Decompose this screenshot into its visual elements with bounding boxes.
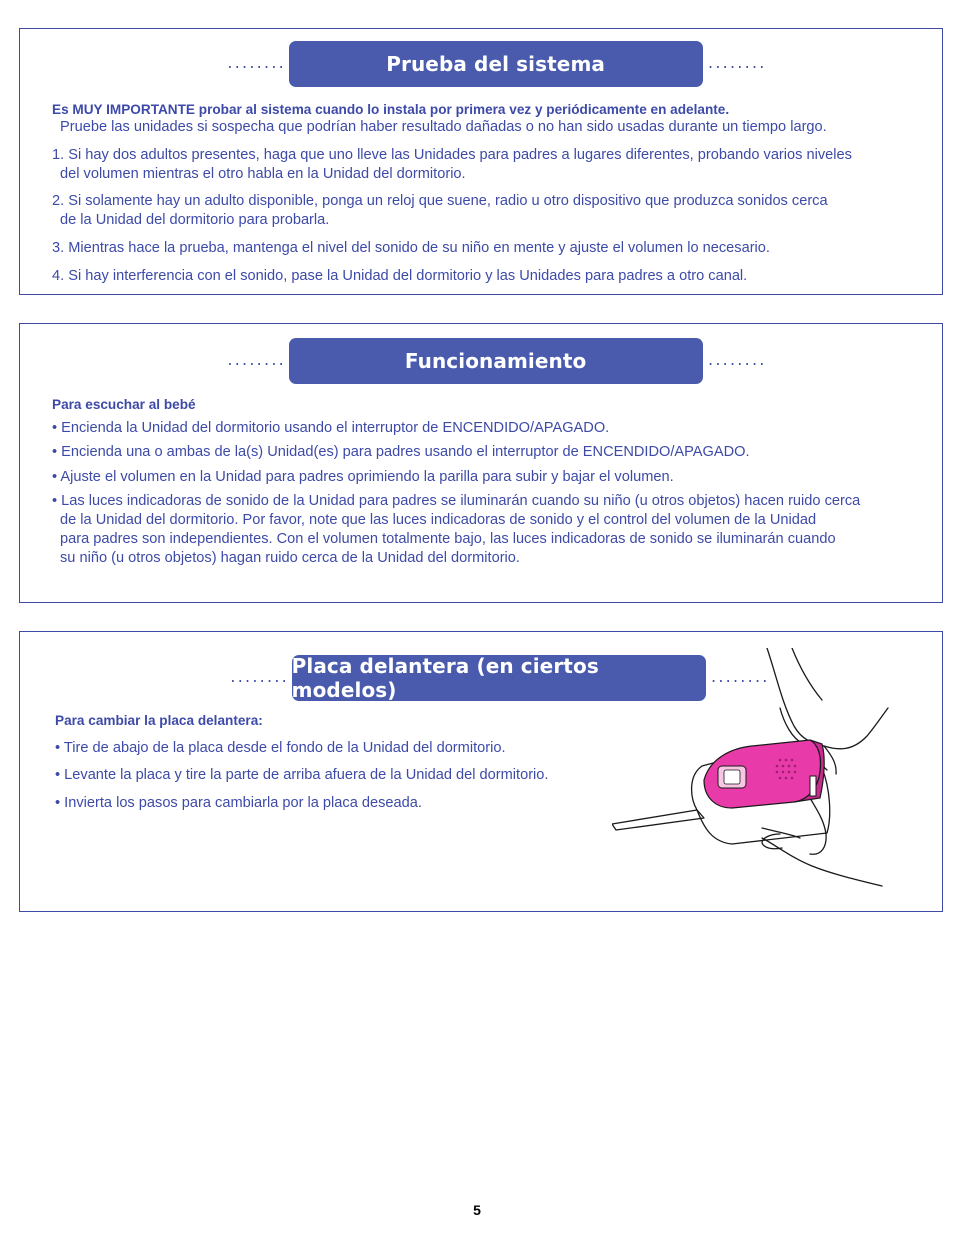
- dot-leader-left: ........: [226, 56, 285, 72]
- bullet-4-cont: de la Unidad del dormitorio. Por favor, note que las luces indicadoras de sonido y el control del volumen de la Unidad: [60, 512, 817, 528]
- section-header: [226, 338, 765, 384]
- step-2: 2. Si solamente hay un adulto disponible, ponga un reloj que suene, radio u otro dispositivo que produzca sonidos cerca: [52, 193, 828, 209]
- panel-prueba-del-sistema: [19, 28, 943, 295]
- subheading: Para cambiar la placa delantera:: [55, 713, 263, 728]
- step-3: 3. Mientras hace la prueba, mantenga el nivel del sonido de su niño en mente y ajuste el volumen lo necesario.: [52, 240, 770, 256]
- step-2-cont: de la Unidad del dormitorio para probarla.: [60, 212, 330, 228]
- lower-hand-thumb: [762, 834, 782, 849]
- section-title: Prueba del sistema: [289, 41, 703, 87]
- lower-hand-outline: [762, 838, 882, 886]
- antenna: [612, 810, 704, 830]
- dot-leader-right: ........: [706, 353, 766, 369]
- faceplate-illustration: [612, 648, 902, 888]
- page-number: 5: [473, 1202, 481, 1218]
- step-1: 1. Si hay dos adultos presentes, haga que uno lleve las Unidades para padres a lugares diferentes, probando varios niveles: [52, 147, 852, 163]
- upper-hand-wrist: [792, 648, 822, 700]
- bullet-4: • Las luces indicadoras de sonido de la Unidad para padres se iluminarán cuando su niño (u otros objetos) hacen ruido cerca: [52, 493, 861, 509]
- subheading: Para escuchar al bebé: [52, 397, 196, 412]
- intro-bold: Es MUY IMPORTANTE probar al sistema cuando lo instala por primera vez y periódicamente en adelante.: [52, 102, 730, 117]
- bullet-3: • Ajuste el volumen en la Unidad para padres oprimiendo la parilla para subir y bajar el volumen.: [52, 469, 674, 485]
- faceplate-window-inner: [724, 770, 740, 784]
- bullet-3: • Invierta los pasos para cambiarla por la placa deseada.: [55, 795, 422, 811]
- section-header: [226, 41, 765, 87]
- panel-placa-delantera: [19, 631, 943, 912]
- step-4: 4. Si hay interferencia con el sonido, pase la Unidad del dormitorio y las Unidades para padres a otro canal.: [52, 268, 748, 284]
- bullet-1: • Tire de abajo de la placa desde el fondo de la Unidad del dormitorio.: [55, 740, 506, 756]
- dot-leader-right: ........: [706, 56, 766, 72]
- lower-hand-fingers: [762, 798, 826, 854]
- intro-text: Pruebe las unidades si sospecha que podrían haber resultado dañadas o no han sido usadas durante un tiempo largo.: [60, 119, 827, 135]
- bullet-2: • Levante la placa y tire la parte de arriba afuera de la Unidad del dormitorio.: [55, 767, 549, 783]
- upper-hand-outline: [767, 648, 888, 749]
- panel-funcionamiento: [19, 323, 943, 603]
- step-1-cont: del volumen mientras el otro habla en la Unidad del dormitorio.: [60, 166, 466, 182]
- bullet-1: • Encienda la Unidad del dormitorio usando el interruptor de ENCENDIDO/APAGADO.: [52, 420, 610, 436]
- dot-leader-left: ........: [229, 670, 288, 686]
- section-title: Placa delantera (en ciertos modelos): [292, 655, 706, 701]
- dot-leader-left: ........: [226, 353, 285, 369]
- bullet-4-cont: su niño (u otros objetos) hagan ruido cerca de la Unidad del dormitorio.: [60, 550, 520, 566]
- dot-leader-right: ........: [709, 670, 769, 686]
- section-title: Funcionamiento: [289, 338, 703, 384]
- bullet-4-cont: para padres son independientes. Con el volumen totalmente bajo, las luces indicadoras de sonido se iluminarán cuando: [60, 531, 836, 547]
- side-switch: [810, 776, 816, 796]
- bullet-2: • Encienda una o ambas de la(s) Unidad(es) para padres usando el interruptor de ENCENDIDO/APAGADO.: [52, 444, 750, 460]
